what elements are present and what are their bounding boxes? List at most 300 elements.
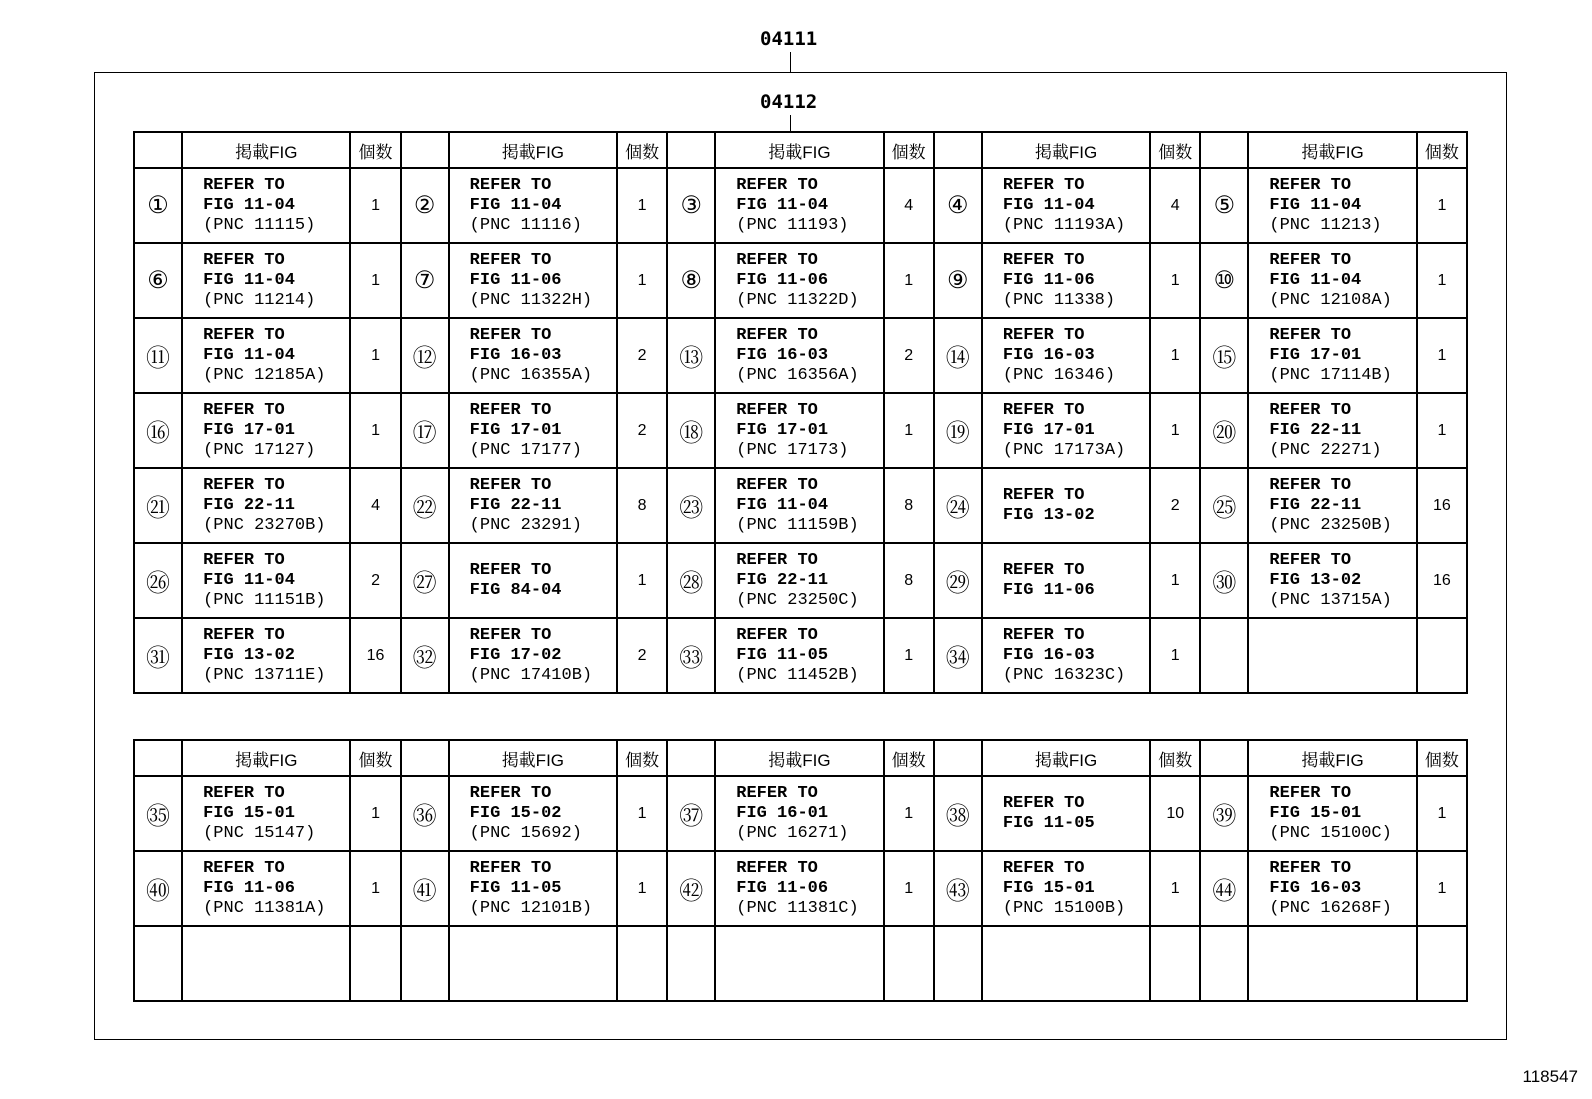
refer-line: REFER TO xyxy=(1269,250,1352,270)
refer-line: REFER TO xyxy=(469,400,552,420)
item-number: ① xyxy=(134,168,182,243)
fig-line: FIG 22-11 xyxy=(203,495,295,515)
item-number: ㉛ xyxy=(134,618,182,693)
pnc-line: (PNC 11159B) xyxy=(736,515,859,535)
item-number: ㉓ xyxy=(667,468,715,543)
item-number: ㊵ xyxy=(134,851,182,926)
fig-reference xyxy=(449,776,617,851)
refer-line: REFER TO xyxy=(1002,175,1085,195)
pnc-line: (PNC 17410B) xyxy=(469,665,593,685)
table-row xyxy=(134,243,1467,318)
quantity: 1 xyxy=(350,851,400,926)
header-blank xyxy=(934,132,982,168)
item-number: ③ xyxy=(667,168,715,243)
item-number: ⑳ xyxy=(1200,393,1248,468)
pnc-line: (PNC 11381C) xyxy=(736,898,859,918)
quantity: 2 xyxy=(350,543,400,618)
fig-reference xyxy=(982,851,1150,926)
fig-reference xyxy=(1248,318,1416,393)
table-row xyxy=(134,393,1467,468)
fig-reference xyxy=(449,851,617,926)
quantity xyxy=(1417,926,1467,1001)
quantity: 4 xyxy=(1150,168,1200,243)
header-fig: 掲載FIG xyxy=(982,740,1150,776)
fig-reference xyxy=(1248,543,1416,618)
header-fig: 掲載FIG xyxy=(982,132,1150,168)
item-number: ㊱ xyxy=(401,776,449,851)
fig-reference xyxy=(715,243,883,318)
refer-line: REFER TO xyxy=(736,858,818,878)
pnc-line: (PNC 15100B) xyxy=(1002,898,1126,918)
fig-reference xyxy=(182,776,350,851)
item-number xyxy=(934,926,982,1001)
quantity: 2 xyxy=(884,318,934,393)
pnc-line: (PNC 23250B) xyxy=(1269,515,1392,535)
refer-line: REFER TO xyxy=(203,250,285,270)
fig-line: FIG 11-04 xyxy=(1002,195,1095,215)
header-fig: 掲載FIG xyxy=(1248,740,1416,776)
pnc-line: (PNC 11452B) xyxy=(736,665,859,685)
item-number: ㉕ xyxy=(1200,468,1248,543)
pnc-line: (PNC 16346) xyxy=(1002,365,1116,385)
quantity: 1 xyxy=(884,393,934,468)
pnc-line: (PNC 15100C) xyxy=(1269,823,1392,843)
fig-line: FIG 15-01 xyxy=(1002,878,1095,898)
item-number: ⑨ xyxy=(934,243,982,318)
quantity: 1 xyxy=(617,851,667,926)
item-number xyxy=(1200,618,1248,693)
fig-reference xyxy=(182,393,350,468)
item-number: ㉔ xyxy=(934,468,982,543)
outer-kit-label: 04111 xyxy=(760,28,818,50)
fig-reference xyxy=(715,851,883,926)
pnc-line: (PNC 11151B) xyxy=(203,590,326,610)
header-row xyxy=(134,740,1467,776)
refer-line: REFER TO xyxy=(203,858,285,878)
refer-line: REFER TO xyxy=(736,475,818,495)
pnc-line: (PNC 11322D) xyxy=(736,290,859,310)
item-number: ⑬ xyxy=(667,318,715,393)
fig-reference xyxy=(1248,243,1416,318)
pnc-line: (PNC 11214) xyxy=(203,290,316,310)
item-number xyxy=(667,926,715,1001)
quantity: 1 xyxy=(617,776,667,851)
pnc-line: (PNC 11116) xyxy=(469,215,582,235)
item-number: ㉗ xyxy=(401,543,449,618)
refer-line: REFER TO xyxy=(203,175,285,195)
quantity: 1 xyxy=(617,243,667,318)
fig-line: FIG 17-01 xyxy=(1269,345,1362,365)
refer-line: REFER TO xyxy=(203,783,285,803)
fig-line: FIG 17-01 xyxy=(736,420,829,440)
pnc-line: (PNC 12185A) xyxy=(203,365,326,385)
quantity: 1 xyxy=(350,393,400,468)
item-number: ㉖ xyxy=(134,543,182,618)
quantity xyxy=(350,926,400,1001)
quantity: 16 xyxy=(1417,543,1467,618)
fig-reference xyxy=(182,168,350,243)
pnc-line: (PNC 22271) xyxy=(1269,440,1382,460)
fig-reference xyxy=(1248,168,1416,243)
inner-kit-label: 04112 xyxy=(760,91,818,113)
fig-reference xyxy=(449,926,617,1001)
table-row xyxy=(134,168,1467,243)
refer-line: REFER TO xyxy=(469,625,552,645)
refer-line: REFER TO xyxy=(1002,250,1085,270)
refer-line: REFER TO xyxy=(1002,400,1085,420)
pnc-line: (PNC 16356A) xyxy=(736,365,859,385)
quantity xyxy=(617,926,667,1001)
fig-reference xyxy=(715,393,883,468)
quantity: 1 xyxy=(884,776,934,851)
pnc-line: (PNC 12108A) xyxy=(1269,290,1392,310)
header-qty: 個数 xyxy=(1150,740,1200,776)
quantity: 1 xyxy=(1417,851,1467,926)
item-number: ⑯ xyxy=(134,393,182,468)
refer-line: REFER TO xyxy=(1002,793,1085,813)
fig-line: FIG 22-11 xyxy=(736,570,829,590)
header-blank xyxy=(401,740,449,776)
fig-reference xyxy=(449,318,617,393)
fig-line: FIG 11-04 xyxy=(469,195,562,215)
fig-reference xyxy=(715,926,883,1001)
table-row xyxy=(134,618,1467,693)
pnc-line: (PNC 15147) xyxy=(203,823,316,843)
refer-line: REFER TO xyxy=(203,475,285,495)
header-qty: 個数 xyxy=(884,740,934,776)
pnc-line: (PNC 13715A) xyxy=(1269,590,1392,610)
pnc-line: (PNC 17173A) xyxy=(1002,440,1126,460)
fig-line: FIG 16-01 xyxy=(736,803,829,823)
header-fig: 掲載FIG xyxy=(449,132,617,168)
header-fig: 掲載FIG xyxy=(182,132,350,168)
fig-line: FIG 11-04 xyxy=(1269,270,1362,290)
fig-line: FIG 16-03 xyxy=(469,345,562,365)
fig-reference xyxy=(182,468,350,543)
header-qty: 個数 xyxy=(350,740,400,776)
refer-line: REFER TO xyxy=(1002,858,1085,878)
fig-line: FIG 11-06 xyxy=(203,878,295,898)
refer-line: REFER TO xyxy=(1269,400,1352,420)
header-blank xyxy=(934,740,982,776)
fig-line: FIG 17-02 xyxy=(469,645,562,665)
pnc-line: (PNC 11115) xyxy=(203,215,316,235)
fig-reference xyxy=(715,168,883,243)
fig-line: FIG 13-02 xyxy=(1002,505,1095,525)
fig-reference xyxy=(982,468,1150,543)
fig-line: FIG 15-01 xyxy=(203,803,295,823)
header-fig: 掲載FIG xyxy=(715,132,883,168)
header-blank xyxy=(1200,740,1248,776)
pnc-line: (PNC 17114B) xyxy=(1269,365,1392,385)
fig-line: FIG 16-03 xyxy=(1002,645,1095,665)
quantity: 4 xyxy=(884,168,934,243)
pnc-line: (PNC 15692) xyxy=(469,823,582,843)
inner-label-leader xyxy=(790,115,791,131)
quantity: 1 xyxy=(1417,243,1467,318)
quantity: 1 xyxy=(884,618,934,693)
refer-line: REFER TO xyxy=(736,250,818,270)
item-number: ㉘ xyxy=(667,543,715,618)
table-row xyxy=(134,468,1467,543)
item-number: ㉞ xyxy=(934,618,982,693)
fig-reference xyxy=(715,618,883,693)
refer-line: REFER TO xyxy=(736,783,818,803)
fig-line: FIG 11-06 xyxy=(736,878,829,898)
fig-line: FIG 22-11 xyxy=(1269,495,1362,515)
refer-line: REFER TO xyxy=(203,625,285,645)
pnc-line: (PNC 17173) xyxy=(736,440,849,460)
refer-line: REFER TO xyxy=(469,325,552,345)
refer-line: REFER TO xyxy=(1269,325,1352,345)
quantity: 1 xyxy=(1417,393,1467,468)
fig-reference xyxy=(982,393,1150,468)
item-number: ㉚ xyxy=(1200,543,1248,618)
fig-line: FIG 11-06 xyxy=(736,270,829,290)
quantity: 1 xyxy=(1150,318,1200,393)
header-fig: 掲載FIG xyxy=(1248,132,1416,168)
pnc-line: (PNC 11193A) xyxy=(1002,215,1126,235)
table-row xyxy=(134,851,1467,926)
item-number: ④ xyxy=(934,168,982,243)
quantity: 1 xyxy=(1150,851,1200,926)
fig-line: FIG 11-04 xyxy=(1269,195,1362,215)
header-qty: 個数 xyxy=(617,740,667,776)
quantity: 8 xyxy=(884,468,934,543)
header-blank xyxy=(1200,132,1248,168)
fig-line: FIG 11-05 xyxy=(1002,813,1095,833)
quantity: 1 xyxy=(1150,243,1200,318)
pnc-line: (PNC 23250C) xyxy=(736,590,859,610)
header-fig: 掲載FIG xyxy=(449,740,617,776)
fig-line: FIG 15-02 xyxy=(469,803,562,823)
parts-table-2 xyxy=(133,739,1468,1002)
fig-line: FIG 11-04 xyxy=(203,345,295,365)
fig-reference xyxy=(715,776,883,851)
refer-line: REFER TO xyxy=(736,550,818,570)
refer-line: REFER TO xyxy=(1002,325,1085,345)
table-row xyxy=(134,926,1467,1001)
quantity xyxy=(1417,618,1467,693)
item-number: ㊲ xyxy=(667,776,715,851)
refer-line: REFER TO xyxy=(469,858,552,878)
quantity: 4 xyxy=(350,468,400,543)
fig-reference xyxy=(1248,618,1416,693)
fig-line: FIG 84-04 xyxy=(469,580,562,600)
header-fig: 掲載FIG xyxy=(715,740,883,776)
refer-line: REFER TO xyxy=(469,783,552,803)
quantity: 1 xyxy=(350,776,400,851)
refer-line: REFER TO xyxy=(469,175,552,195)
header-blank xyxy=(401,132,449,168)
item-number: ㉝ xyxy=(667,618,715,693)
item-number: ⑥ xyxy=(134,243,182,318)
header-qty: 個数 xyxy=(884,132,934,168)
pnc-line: (PNC 12101B) xyxy=(469,898,593,918)
header-fig: 掲載FIG xyxy=(182,740,350,776)
item-number: ㊴ xyxy=(1200,776,1248,851)
fig-line: FIG 11-04 xyxy=(736,195,829,215)
item-number: ⑱ xyxy=(667,393,715,468)
pnc-line: (PNC 23291) xyxy=(469,515,582,535)
fig-reference xyxy=(982,543,1150,618)
fig-line: FIG 22-11 xyxy=(469,495,562,515)
fig-line: FIG 22-11 xyxy=(1269,420,1362,440)
header-qty: 個数 xyxy=(617,132,667,168)
fig-line: FIG 11-05 xyxy=(469,878,562,898)
quantity: 10 xyxy=(1150,776,1200,851)
quantity xyxy=(884,926,934,1001)
fig-reference xyxy=(982,776,1150,851)
header-blank xyxy=(134,132,182,168)
item-number: ㊷ xyxy=(667,851,715,926)
refer-line: REFER TO xyxy=(736,400,818,420)
refer-line: REFER TO xyxy=(1269,783,1352,803)
quantity: 1 xyxy=(1150,393,1200,468)
fig-reference xyxy=(1248,851,1416,926)
fig-reference xyxy=(449,243,617,318)
refer-line: REFER TO xyxy=(736,325,818,345)
fig-line: FIG 11-05 xyxy=(736,645,829,665)
fig-reference xyxy=(449,393,617,468)
header-blank xyxy=(134,740,182,776)
fig-line: FIG 11-06 xyxy=(1002,270,1095,290)
fig-reference xyxy=(182,318,350,393)
item-number xyxy=(1200,926,1248,1001)
quantity: 2 xyxy=(617,618,667,693)
pnc-line: (PNC 11322H) xyxy=(469,290,593,310)
pnc-line: (PNC 16271) xyxy=(736,823,849,843)
fig-reference xyxy=(982,168,1150,243)
item-number xyxy=(134,926,182,1001)
refer-line: REFER TO xyxy=(203,550,285,570)
fig-line: FIG 11-04 xyxy=(203,570,295,590)
fig-line: FIG 16-03 xyxy=(1269,878,1362,898)
refer-line: REFER TO xyxy=(1269,858,1352,878)
table-row xyxy=(134,776,1467,851)
parts-table-1 xyxy=(133,131,1468,694)
fig-line: FIG 13-02 xyxy=(203,645,295,665)
refer-line: REFER TO xyxy=(1002,485,1085,505)
refer-line: REFER TO xyxy=(1269,550,1352,570)
fig-line: FIG 11-04 xyxy=(736,495,829,515)
pnc-line: (PNC 11213) xyxy=(1269,215,1382,235)
quantity: 2 xyxy=(1150,468,1200,543)
fig-line: FIG 15-01 xyxy=(1269,803,1362,823)
refer-line: REFER TO xyxy=(469,250,552,270)
item-number: ㉑ xyxy=(134,468,182,543)
item-number: ⑲ xyxy=(934,393,982,468)
quantity: 1 xyxy=(884,243,934,318)
refer-line: REFER TO xyxy=(1269,475,1352,495)
quantity xyxy=(1150,926,1200,1001)
fig-reference xyxy=(982,926,1150,1001)
fig-reference xyxy=(182,926,350,1001)
pnc-line: (PNC 23270B) xyxy=(203,515,326,535)
item-number: ㊸ xyxy=(934,851,982,926)
fig-reference xyxy=(182,851,350,926)
quantity: 1 xyxy=(1417,776,1467,851)
item-number: ⑪ xyxy=(134,318,182,393)
item-number: ⑫ xyxy=(401,318,449,393)
item-number: ㊶ xyxy=(401,851,449,926)
fig-reference xyxy=(1248,393,1416,468)
item-number: ㊳ xyxy=(934,776,982,851)
fig-reference xyxy=(982,318,1150,393)
refer-line: REFER TO xyxy=(469,560,552,580)
refer-line: REFER TO xyxy=(736,175,818,195)
quantity: 1 xyxy=(350,318,400,393)
item-number xyxy=(401,926,449,1001)
quantity: 16 xyxy=(350,618,400,693)
refer-line: REFER TO xyxy=(1002,625,1085,645)
pnc-line: (PNC 13711E) xyxy=(203,665,326,685)
refer-line: REFER TO xyxy=(203,325,285,345)
quantity: 1 xyxy=(1150,618,1200,693)
quantity: 8 xyxy=(617,468,667,543)
fig-line: FIG 11-06 xyxy=(1002,580,1095,600)
item-number: ㉒ xyxy=(401,468,449,543)
fig-reference xyxy=(449,543,617,618)
fig-reference xyxy=(1248,926,1416,1001)
header-blank xyxy=(667,740,715,776)
table-row xyxy=(134,318,1467,393)
fig-line: FIG 11-04 xyxy=(203,195,295,215)
quantity: 1 xyxy=(617,168,667,243)
pnc-line: (PNC 17127) xyxy=(203,440,316,460)
item-number: ② xyxy=(401,168,449,243)
pnc-line: (PNC 16323C) xyxy=(1002,665,1126,685)
fig-line: FIG 17-01 xyxy=(1002,420,1095,440)
fig-reference xyxy=(715,543,883,618)
fig-line: FIG 11-04 xyxy=(203,270,295,290)
item-number: ⑤ xyxy=(1200,168,1248,243)
item-number: ⑭ xyxy=(934,318,982,393)
item-number: ⑮ xyxy=(1200,318,1248,393)
quantity: 1 xyxy=(1417,318,1467,393)
quantity: 1 xyxy=(350,168,400,243)
refer-line: REFER TO xyxy=(1269,175,1352,195)
pnc-line: (PNC 11381A) xyxy=(203,898,326,918)
item-number: ⑦ xyxy=(401,243,449,318)
fig-reference xyxy=(1248,776,1416,851)
item-number: ㉟ xyxy=(134,776,182,851)
fig-reference xyxy=(182,543,350,618)
fig-line: FIG 16-03 xyxy=(1002,345,1095,365)
refer-line: REFER TO xyxy=(736,625,818,645)
fig-line: FIG 11-06 xyxy=(469,270,562,290)
pnc-line: (PNC 17177) xyxy=(469,440,582,460)
fig-line: FIG 17-01 xyxy=(469,420,562,440)
quantity: 1 xyxy=(617,543,667,618)
pnc-line: (PNC 16355A) xyxy=(469,365,593,385)
fig-reference xyxy=(449,468,617,543)
fig-reference xyxy=(1248,468,1416,543)
table-row xyxy=(134,543,1467,618)
fig-line: FIG 16-03 xyxy=(736,345,829,365)
header-blank xyxy=(667,132,715,168)
fig-reference xyxy=(449,168,617,243)
item-number: ⑧ xyxy=(667,243,715,318)
quantity: 16 xyxy=(1417,468,1467,543)
fig-reference xyxy=(982,618,1150,693)
quantity: 1 xyxy=(350,243,400,318)
refer-line: REFER TO xyxy=(469,475,552,495)
pnc-line: (PNC 11193) xyxy=(736,215,849,235)
pnc-line: (PNC 16268F) xyxy=(1269,898,1392,918)
item-number: ㉜ xyxy=(401,618,449,693)
fig-reference xyxy=(449,618,617,693)
